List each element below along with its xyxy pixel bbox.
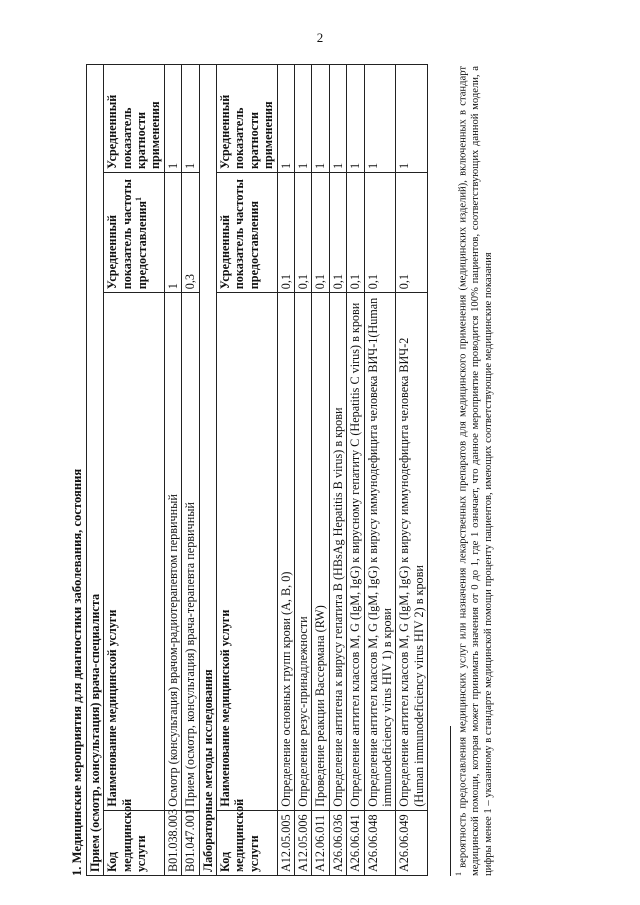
row-code: B01.047.001 <box>182 810 199 875</box>
table-row <box>164 65 181 876</box>
row-mult: 1 <box>396 65 428 173</box>
table-row <box>329 65 346 876</box>
footnote-text: вероятность предоставления медицинских услуг или назначения лекарственных препаратов для медицинского применения (медицинских изделий), включенных в стандарт медицинской помощи, которая может принимать значения от 0 до 1, где 1 означает, что данное мероприятие проводится 100% пациентов, соответствующих данной модели, а цифры менее 1 – указанному в стандарте медицинской помощи проценту пациентов, имеющих соответствующие медицинские показания <box>457 66 494 876</box>
block2-header-code: Код медицинской услуги <box>216 810 277 875</box>
row-freq: 0,1 <box>277 173 294 293</box>
row-mult: 1 <box>164 65 181 173</box>
row-name: Осмотр (консультация) врачом-радиотерапевтом первичный <box>164 293 181 811</box>
block2-header-name: Наименование медицинской услуги <box>216 293 277 811</box>
table-row <box>182 65 199 876</box>
row-freq: 0,1 <box>312 173 329 293</box>
row-name: Определение основных групп крови (A, B, 0) <box>277 293 294 811</box>
block1-subtitle-row <box>86 65 103 876</box>
row-name: Определение антигена к вирусу гепатита B (HBsAg Hepatitis B virus) в крови <box>329 293 346 811</box>
table-row <box>396 65 428 876</box>
row-freq: 0,1 <box>329 173 346 293</box>
footnote <box>454 66 496 876</box>
block2-header-row <box>216 65 277 876</box>
row-name: Определение антител классов M, G (IgM, IgG) к вирусному гепатиту C (Hepatitis C virus) в крови <box>347 293 364 811</box>
row-name: Проведение реакции Вассермана (RW) <box>312 293 329 811</box>
table-row <box>347 65 364 876</box>
row-code: B01.038.003 <box>164 810 181 875</box>
row-mult: 1 <box>294 65 311 173</box>
footnote-marker: 1 <box>454 872 464 876</box>
row-code: A12.05.006 <box>294 810 311 875</box>
row-code: A26.06.041 <box>347 810 364 875</box>
table-row <box>312 65 329 876</box>
row-freq: 1 <box>164 173 181 293</box>
block1-header-row <box>104 65 165 876</box>
row-name: Прием (осмотр, консультация) врача-терапевта первичный <box>182 293 199 811</box>
row-mult: 1 <box>277 65 294 173</box>
row-mult: 1 <box>329 65 346 173</box>
row-code: A26.06.036 <box>329 810 346 875</box>
row-code: A26.06.049 <box>396 810 428 875</box>
block1-header-freq-text: Усредненный показатель частоты предоставления <box>105 179 150 290</box>
block1-header-freq <box>104 173 165 293</box>
row-freq: 0,1 <box>294 173 311 293</box>
block2-header-freq: Усредненный показатель частоты предоставления <box>216 173 277 293</box>
block1-header-name: Наименование медицинской услуги <box>104 293 165 811</box>
section-title: 1. Медицинские мероприятия для диагностики заболевания, состояния <box>70 468 84 876</box>
row-freq: 0,1 <box>396 173 428 293</box>
row-mult: 1 <box>364 65 396 173</box>
row-mult: 1 <box>347 65 364 173</box>
row-code: A12.05.005 <box>277 810 294 875</box>
row-mult: 1 <box>312 65 329 173</box>
services-table <box>86 64 428 876</box>
row-freq: 0,1 <box>364 173 396 293</box>
block1-subtitle: Прием (осмотр, консультация) врача-специалиста <box>86 65 103 876</box>
row-name: Определение антител классов M, G (IgM, IgG) к вирусу иммунодефицита человека ВИЧ-1(Human immunodeficiency virus HIV 1) в крови <box>364 293 396 811</box>
table-row <box>364 65 396 876</box>
block2-subtitle-row <box>199 65 216 876</box>
block1-header-code: Код медицинской услуги <box>104 810 165 875</box>
rotated-document-body <box>70 60 610 890</box>
footnote-divider <box>450 726 451 876</box>
table-row <box>277 65 294 876</box>
block2-header-mult: Усредненный показатель кратности применения <box>216 65 277 173</box>
row-freq: 0,1 <box>347 173 364 293</box>
row-code: A12.06.011 <box>312 810 329 875</box>
row-name: Определение резус-принадлежности <box>294 293 311 811</box>
table-row <box>294 65 311 876</box>
row-code: A26.06.048 <box>364 810 396 875</box>
page-number: 2 <box>316 30 324 45</box>
footnote-ref: 1 <box>134 196 144 201</box>
block2-subtitle: Лабораторные методы исследования <box>199 65 216 876</box>
row-freq: 0,3 <box>182 173 199 293</box>
row-name: Определение антител классов M, G (IgM, IgG) к вирусу иммунодефицита человека ВИЧ-2 (Human immunodeficiency virus HIV 2) в крови <box>396 293 428 811</box>
row-mult: 1 <box>182 65 199 173</box>
block1-header-mult: Усредненный показатель кратности применения <box>104 65 165 173</box>
